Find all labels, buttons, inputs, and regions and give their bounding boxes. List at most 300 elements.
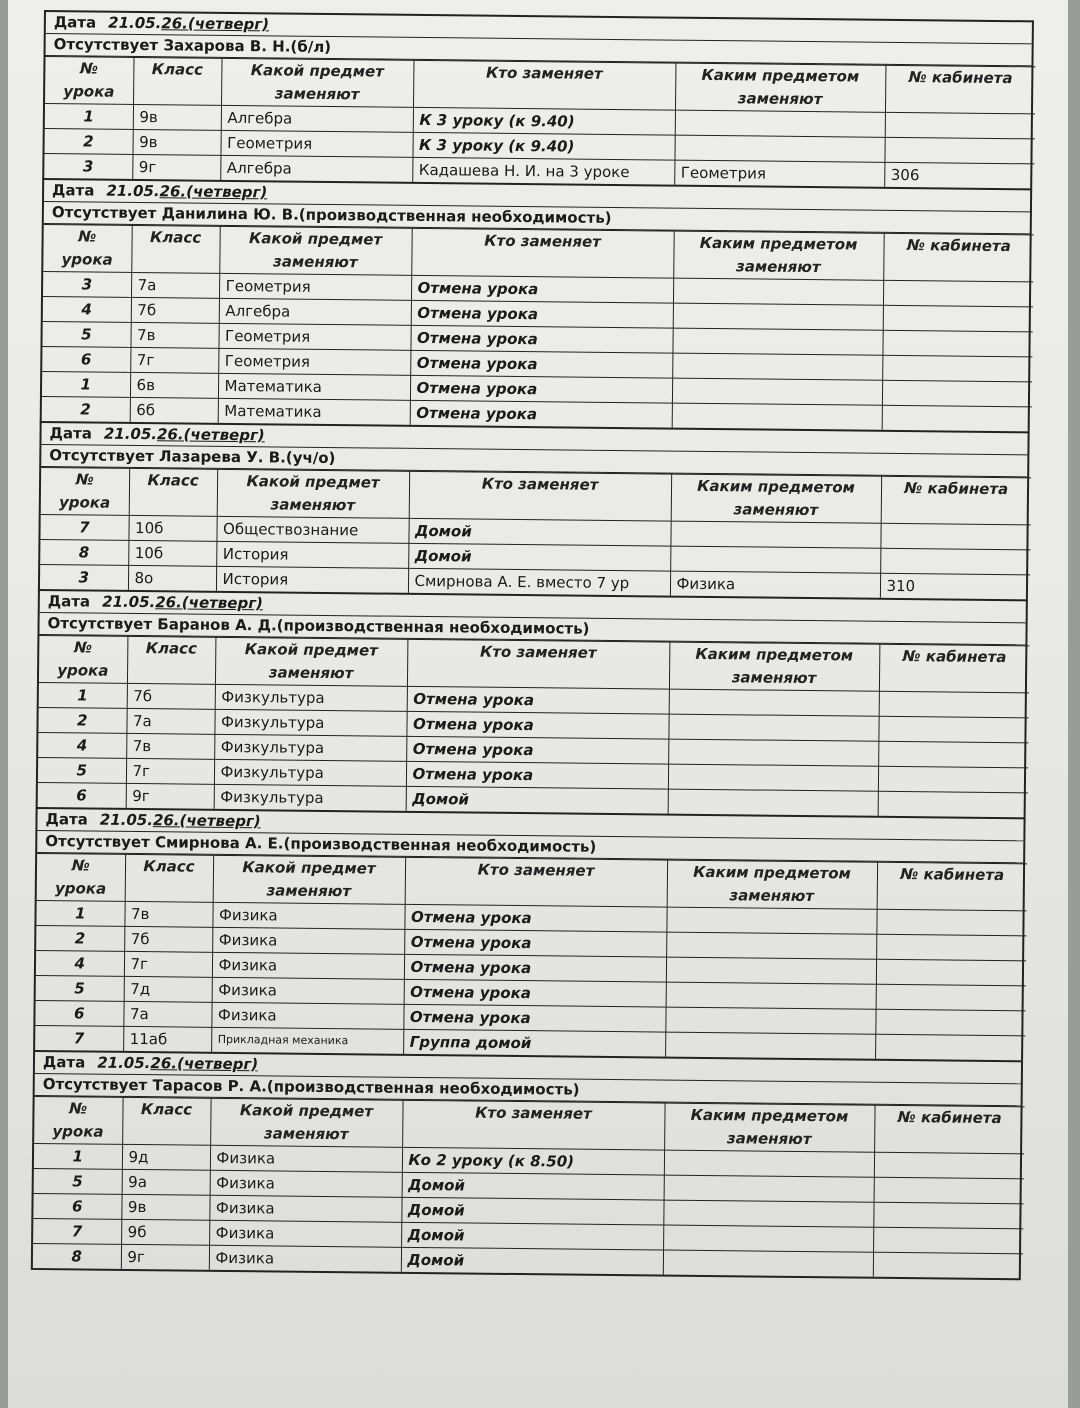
- substitution-table: [44, 56, 1035, 188]
- subject: Физика: [212, 977, 404, 1004]
- lesson-number: 6: [38, 782, 126, 807]
- header-line: Каким предметом: [690, 1105, 849, 1126]
- room-number: [873, 1227, 1023, 1254]
- class-name: 9в: [133, 104, 221, 130]
- replacement-subject: [668, 764, 878, 791]
- lesson-number: 8: [33, 1243, 121, 1268]
- room-number: [878, 766, 1028, 793]
- header-line: Класс: [145, 639, 197, 658]
- class-name: 7а: [126, 708, 214, 734]
- header-line: Какой предмет: [248, 229, 383, 249]
- header-class: [133, 57, 221, 105]
- substitute: Домой: [401, 1222, 663, 1250]
- class-name: 7б: [124, 926, 212, 952]
- absence-section: [38, 421, 1030, 599]
- header-lesson-number: [41, 467, 129, 515]
- header-line: Кто заменяет: [479, 642, 597, 662]
- replacement-subject: [672, 328, 882, 355]
- lesson-number: 2: [38, 707, 126, 733]
- replacement-subject: [664, 1175, 874, 1202]
- subject: Физкультура: [214, 734, 406, 761]
- replacement-subject: [672, 378, 882, 405]
- header-class: [125, 854, 213, 902]
- substitute: Отмена урока: [410, 350, 672, 378]
- replacement-subject: [666, 982, 876, 1009]
- substitute: Ко 2 уроку (к 8.50): [402, 1147, 664, 1175]
- date-label: Дата: [42, 1053, 86, 1072]
- header-lesson-number: [43, 225, 131, 273]
- absent-teacher: Отсутствует Смирнова А. Е.(производственная необходимость): [37, 831, 1023, 863]
- lesson-number: 5: [36, 975, 124, 1001]
- header-line: Каким предметом: [697, 476, 855, 497]
- header-line: № кабинета: [908, 68, 1013, 88]
- header-substitute: [402, 1100, 664, 1150]
- header-subject: [219, 226, 411, 275]
- replacement-subject: [670, 546, 880, 573]
- header-lesson-number: [37, 853, 125, 901]
- room-number: [880, 548, 1030, 575]
- header-room: [879, 644, 1029, 693]
- substitution-table: [38, 635, 1030, 817]
- lesson-number: 5: [42, 322, 130, 348]
- header-line: № кабинета: [906, 236, 1011, 256]
- class-name: 7г: [126, 758, 214, 784]
- lesson-number: 3: [44, 154, 132, 179]
- subject: Геометрия: [218, 348, 410, 375]
- subject: Физика: [209, 1220, 401, 1247]
- class-name: 9д: [122, 1144, 210, 1170]
- substitute: К 3 уроку (к 9.40): [413, 107, 675, 135]
- date-day: 26.(четверг): [155, 593, 264, 613]
- subject: Физкультура: [214, 759, 406, 786]
- replacement-subject: [663, 1250, 873, 1277]
- replacement-subject: Физика: [670, 571, 880, 598]
- class-name: 7д: [124, 976, 212, 1002]
- room-number: [873, 1202, 1023, 1229]
- date-label: Дата: [47, 592, 91, 611]
- header-line: №: [75, 470, 94, 489]
- replacement-subject: [666, 932, 876, 959]
- substitute: Отмена урока: [404, 954, 666, 982]
- room-number: [876, 934, 1026, 961]
- room-number: 310: [880, 573, 1030, 599]
- header-replacement-subject: [669, 642, 879, 691]
- subject: Прикладная механика: [211, 1027, 403, 1054]
- paper-background: [8, 0, 1068, 1408]
- subject: Алгебра: [221, 105, 413, 132]
- header-line: Каким предметом: [699, 233, 858, 254]
- header-lesson-number: [34, 1096, 122, 1144]
- date-prefix: 21.05.: [97, 1053, 151, 1073]
- substitute: Отмена урока: [404, 904, 666, 932]
- date-value: [100, 811, 261, 831]
- lesson-number: 1: [39, 682, 127, 708]
- header-substitute: [407, 639, 669, 689]
- lesson-number: 7: [35, 1025, 123, 1050]
- lesson-number: 7: [33, 1218, 121, 1244]
- header-lesson-number: [39, 635, 127, 683]
- lesson-number: 3: [40, 564, 128, 589]
- header-room: [885, 65, 1035, 114]
- header-line: урока: [58, 493, 111, 512]
- absent-teacher: Отсутствует Баранов А. Д.(производственная необходимость): [39, 613, 1025, 645]
- room-number: [878, 741, 1028, 768]
- class-name: 9г: [132, 154, 220, 179]
- header-subject: [217, 469, 409, 518]
- date-value: [97, 1054, 258, 1074]
- lesson-number: 1: [36, 900, 124, 926]
- header-substitute: [405, 857, 667, 907]
- header-subject: [213, 855, 405, 904]
- header-class: [127, 636, 215, 684]
- lesson-number: 2: [44, 129, 132, 155]
- subject: Физкультура: [215, 684, 407, 711]
- room-number: [883, 305, 1033, 332]
- substitute: Отмена урока: [406, 736, 668, 764]
- substitute: Отмена урока: [411, 300, 673, 328]
- header-line: №: [71, 856, 90, 875]
- lesson-number: 7: [40, 514, 128, 540]
- header-room: [881, 476, 1031, 525]
- header-line: №: [69, 1099, 88, 1118]
- subject: Физика: [210, 1170, 402, 1197]
- class-name: 7б: [127, 683, 215, 709]
- date-value: [102, 593, 263, 613]
- replacement-subject: [672, 403, 882, 430]
- date-value: [108, 14, 269, 34]
- lesson-number: 4: [43, 297, 131, 323]
- date-value: [106, 182, 267, 202]
- replacement-subject: [664, 1150, 874, 1177]
- room-number: [873, 1252, 1023, 1278]
- replacement-subject: [673, 278, 883, 305]
- header-line: № кабинета: [902, 647, 1007, 667]
- header-line: заменяют: [266, 881, 352, 901]
- header-class: [131, 225, 219, 273]
- substitute: Домой: [401, 1197, 663, 1225]
- header-line: № кабинета: [904, 479, 1009, 499]
- header-line: Кто заменяет: [485, 63, 603, 83]
- absent-teacher: Отсутствует Захарова В. Н.(б/л): [46, 34, 1032, 66]
- class-name: 7г: [124, 951, 212, 977]
- room-number: [875, 1034, 1025, 1060]
- lesson-number: 4: [36, 950, 124, 976]
- date-prefix: 21.05.: [106, 181, 160, 201]
- lesson-number: 3: [43, 272, 131, 298]
- replacement-subject: [670, 521, 880, 548]
- header-line: Какой предмет: [244, 640, 378, 660]
- subject: Алгебра: [220, 155, 412, 182]
- lesson-number: 6: [33, 1193, 121, 1219]
- replacement-subject: [675, 110, 885, 137]
- header-substitute: [411, 228, 673, 278]
- subject: Физика: [210, 1145, 402, 1172]
- lesson-number: 6: [42, 347, 130, 373]
- header-line: заменяют: [729, 886, 815, 906]
- replacement-subject: [672, 353, 882, 380]
- substitute: Отмена урока: [410, 325, 672, 353]
- header-room: [877, 862, 1027, 911]
- header-line: №: [73, 638, 93, 657]
- absence-section: [33, 807, 1025, 1060]
- room-number: [882, 380, 1032, 407]
- substitute: Домой: [408, 543, 670, 571]
- subject: Физика: [212, 902, 404, 929]
- header-line: Какой предмет: [239, 1101, 374, 1121]
- date-value: [104, 425, 265, 445]
- header-line: Класс: [151, 60, 204, 79]
- class-name: 9б: [121, 1219, 209, 1245]
- class-name: 7б: [131, 297, 219, 323]
- lesson-number: 1: [34, 1143, 122, 1169]
- replacement-subject: [665, 1007, 875, 1034]
- header-line: № кабинета: [900, 865, 1005, 885]
- replacement-subject: [668, 789, 878, 816]
- subject: Математика: [218, 398, 410, 425]
- replacement-subject: [663, 1225, 873, 1252]
- replacement-subject: Геометрия: [674, 160, 884, 187]
- subject: Математика: [218, 373, 410, 400]
- substitute: Отмена урока: [404, 929, 666, 957]
- substitute: Отмена урока: [406, 761, 668, 789]
- class-name: 7в: [130, 322, 218, 348]
- subject: История: [216, 566, 408, 593]
- replacement-subject: [668, 714, 878, 741]
- subject: Физика: [211, 1002, 403, 1029]
- header-class: [122, 1097, 210, 1145]
- header-line: заменяют: [737, 89, 823, 109]
- absent-teacher: Отсутствует Тарасов Р. А.(производственная необходимость): [35, 1074, 1021, 1106]
- substitute: Отмена урока: [404, 979, 666, 1007]
- substitution-table: [35, 853, 1027, 1060]
- header-line: урока: [61, 250, 113, 269]
- absence-section: [40, 178, 1032, 431]
- subject: Физика: [212, 927, 404, 954]
- subject: Обществознание: [216, 516, 408, 543]
- header-subject: [210, 1098, 402, 1147]
- header-line: Кто заменяет: [484, 231, 602, 251]
- substitution-table: [33, 1096, 1025, 1278]
- replacement-subject: [674, 135, 884, 162]
- header-line: Каким предметом: [701, 65, 860, 86]
- subject: Физика: [209, 1195, 401, 1222]
- header-line: Класс: [147, 471, 199, 490]
- substitute: Домой: [406, 786, 668, 813]
- substitute: Отмена урока: [411, 275, 673, 303]
- substitute: Кадашева Н. И. на 3 уроке: [412, 157, 674, 184]
- class-name: 9в: [132, 129, 220, 155]
- absence-section: [36, 589, 1028, 817]
- header-line: заменяют: [726, 1129, 812, 1149]
- room-number: [884, 137, 1034, 164]
- class-name: 7г: [130, 347, 218, 373]
- header-room: [883, 233, 1033, 282]
- date-prefix: 21.05.: [102, 592, 156, 612]
- date-prefix: 21.05.: [103, 424, 158, 444]
- header-line: Класс: [143, 857, 195, 876]
- substitution-table: [40, 467, 1031, 599]
- room-number: [885, 112, 1035, 139]
- header-replacement-subject: [667, 860, 877, 909]
- substitute: Отмена урока: [410, 400, 672, 427]
- absent-teacher: Отсутствует Данилина Ю. В.(производственная необходимость): [44, 202, 1030, 234]
- room-number: [876, 984, 1026, 1011]
- header-line: Кто заменяет: [477, 860, 595, 880]
- class-name: 9г: [121, 1244, 209, 1269]
- header-line: Какой предмет: [242, 858, 376, 878]
- substitute: Отмена урока: [410, 375, 672, 403]
- substitute: Отмена урока: [406, 711, 668, 739]
- room-number: [880, 523, 1030, 550]
- header-line: урока: [54, 879, 107, 898]
- date-label: Дата: [52, 181, 95, 200]
- header-line: заменяют: [733, 500, 819, 520]
- replacement-subject: [665, 1032, 875, 1059]
- subject: Геометрия: [218, 323, 410, 350]
- subject: Алгебра: [219, 298, 411, 325]
- header-line: урока: [52, 1122, 104, 1141]
- class-name: 8о: [128, 565, 216, 590]
- header-line: урока: [63, 82, 115, 101]
- absence-section: [31, 1050, 1023, 1280]
- lesson-number: 1: [45, 104, 133, 130]
- room-number: [878, 716, 1028, 743]
- date-day: 26.(четверг): [159, 182, 268, 202]
- header-line: Какой предмет: [246, 472, 380, 492]
- lesson-number: 6: [35, 1000, 123, 1026]
- date-day: 26.(четверг): [150, 1054, 259, 1074]
- substitute: К 3 уроку (к 9.40): [412, 132, 674, 160]
- header-line: №: [78, 227, 97, 246]
- header-line: заменяют: [270, 495, 356, 515]
- header-lesson-number: [45, 57, 133, 105]
- replacement-subject: [669, 689, 879, 716]
- substitute: Группа домой: [403, 1029, 665, 1056]
- header-subject: [215, 637, 407, 686]
- header-replacement-subject: [664, 1103, 874, 1152]
- absent-teacher: Отсутствует Лазарева У. В.(уч/о): [41, 445, 1027, 477]
- header-line: заменяют: [735, 257, 821, 277]
- substitute: Отмена урока: [403, 1004, 665, 1032]
- lesson-number: 2: [42, 396, 130, 421]
- replacement-subject: [666, 957, 876, 984]
- header-line: Класс: [149, 228, 202, 247]
- substitute: Домой: [401, 1247, 663, 1274]
- date-label: Дата: [53, 13, 97, 32]
- lesson-number: 5: [38, 757, 126, 783]
- room-number: [882, 405, 1032, 431]
- class-name: 9в: [121, 1194, 209, 1220]
- replacement-subject: [673, 303, 883, 330]
- subject: Физика: [212, 952, 404, 979]
- room-number: [878, 791, 1028, 817]
- class-name: 10б: [128, 540, 216, 566]
- replacement-subject: [666, 907, 876, 934]
- room-number: [876, 909, 1026, 936]
- substitute: Смирнова А. Е. вместо 7 ур: [408, 568, 670, 595]
- class-name: 7в: [124, 901, 212, 927]
- header-class: [129, 468, 217, 516]
- room-number: [879, 691, 1029, 718]
- subject: Геометрия: [220, 130, 412, 157]
- subject: История: [216, 541, 408, 568]
- header-subject: [221, 58, 413, 107]
- room-number: [874, 1152, 1024, 1179]
- room-number: [874, 1177, 1024, 1204]
- header-room: [874, 1105, 1024, 1154]
- date-day: 26.(четверг): [156, 425, 265, 445]
- header-line: Какой предмет: [250, 61, 385, 81]
- replacement-subject: [663, 1200, 873, 1227]
- class-name: 6в: [130, 372, 218, 398]
- substitution-schedule: [31, 10, 1034, 1280]
- header-replacement-subject: [671, 474, 881, 523]
- date-label: Дата: [49, 424, 92, 443]
- class-name: 10б: [128, 515, 216, 541]
- header-line: № кабинета: [897, 1108, 1002, 1128]
- substitution-table: [42, 224, 1034, 431]
- subject: Геометрия: [219, 273, 411, 300]
- date-day: 26.(четверг): [152, 811, 261, 831]
- substitute: Домой: [402, 1172, 664, 1200]
- date-prefix: 21.05.: [108, 13, 162, 33]
- header-line: Класс: [140, 1100, 193, 1119]
- header-line: Кто заменяет: [475, 1103, 592, 1123]
- class-name: 9а: [122, 1169, 210, 1195]
- date-day: 26.(четверг): [161, 14, 270, 34]
- header-line: заменяют: [274, 84, 360, 104]
- class-name: 7в: [126, 733, 214, 759]
- subject: Физика: [209, 1245, 401, 1272]
- header-line: Каким предметом: [693, 862, 851, 883]
- class-name: 6б: [130, 397, 218, 422]
- substitute: Домой: [408, 518, 670, 546]
- lesson-number: 8: [40, 539, 128, 565]
- replacement-subject: [668, 739, 878, 766]
- header-line: Каким предметом: [695, 644, 854, 665]
- lesson-number: 5: [34, 1168, 122, 1194]
- room-number: [876, 959, 1026, 986]
- header-line: заменяют: [273, 252, 358, 272]
- substitute: Отмена урока: [407, 686, 669, 714]
- header-substitute: [413, 60, 675, 110]
- subject: Физкультура: [214, 784, 406, 811]
- class-name: 9г: [126, 783, 214, 808]
- room-number: 306: [884, 162, 1034, 188]
- class-name: 11аб: [123, 1026, 211, 1051]
- date-prefix: 21.05.: [99, 810, 154, 830]
- header-replacement-subject: [675, 63, 885, 112]
- class-name: 7а: [131, 272, 219, 298]
- header-line: заменяют: [268, 663, 354, 683]
- class-name: 7а: [123, 1001, 211, 1027]
- header-replacement-subject: [673, 231, 883, 280]
- room-number: [883, 280, 1033, 307]
- lesson-number: 4: [38, 732, 126, 758]
- header-line: заменяют: [731, 668, 817, 688]
- header-line: заменяют: [263, 1124, 349, 1144]
- header-line: Кто заменяет: [481, 474, 599, 494]
- lesson-number: 2: [36, 925, 124, 951]
- absence-section: [42, 10, 1034, 188]
- room-number: [882, 355, 1032, 382]
- header-line: урока: [57, 661, 109, 680]
- subject: Физкультура: [214, 709, 406, 736]
- date-label: Дата: [45, 810, 88, 829]
- header-line: №: [80, 59, 99, 78]
- lesson-number: 1: [42, 372, 130, 398]
- room-number: [882, 330, 1032, 357]
